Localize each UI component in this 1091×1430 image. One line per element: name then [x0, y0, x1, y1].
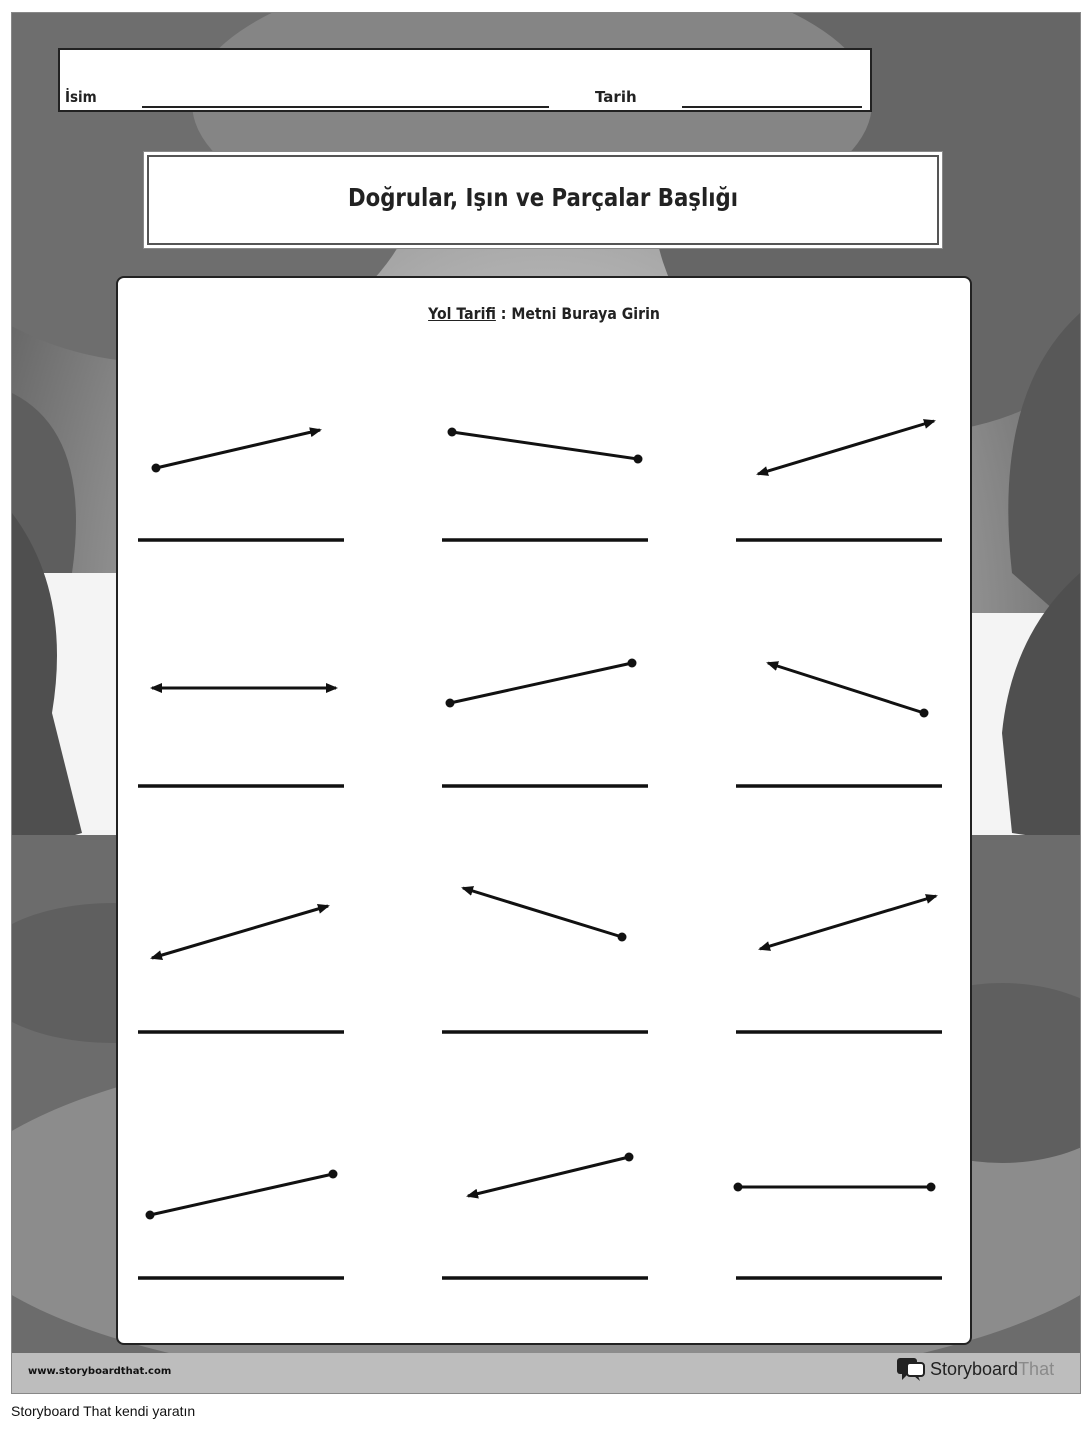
figure-1-start-point [152, 464, 161, 473]
storyboardthat-logo[interactable] [896, 1355, 1054, 1383]
figure-7-stroke [152, 906, 328, 958]
figures-canvas [118, 278, 970, 1343]
footer-url[interactable]: www.storyboardthat.com [28, 1366, 172, 1377]
directions-label: Yol Tarifi [428, 304, 496, 323]
page-title: Doğrular, Işın ve Parçalar Başlığı [347, 183, 739, 212]
figure-11-stroke [468, 1157, 629, 1196]
name-field[interactable] [142, 106, 549, 108]
brand-dark: Storyboard [930, 1358, 1019, 1379]
figure-11-end-point [625, 1153, 634, 1162]
page-caption[interactable]: Storyboard That kendi yaratın [11, 1403, 196, 1419]
directions-separator: : [500, 304, 507, 323]
figure-8-stroke [463, 888, 622, 937]
brand-text [930, 1359, 1054, 1380]
figure-2-start-point [448, 428, 457, 437]
title-banner [147, 155, 939, 245]
figure-2-stroke [452, 432, 638, 459]
figure-5-end-point [628, 659, 637, 668]
figure-10-end-point [329, 1170, 338, 1179]
figure-9-stroke [760, 896, 936, 949]
worksheet [11, 12, 1081, 1394]
directions-text: Metni Buraya Girin [511, 304, 660, 323]
figure-8-end-point [618, 933, 627, 942]
exercise-panel [116, 276, 972, 1345]
figure-6-stroke [768, 663, 924, 713]
figure-6-end-point [920, 709, 929, 718]
figure-3-stroke [758, 421, 934, 474]
name-date-box [58, 48, 872, 112]
speech-bubble-icon [896, 1356, 926, 1382]
brand-light: That [1018, 1358, 1055, 1379]
figure-12-end-point [927, 1183, 936, 1192]
figure-1-stroke [156, 430, 320, 468]
figure-5-start-point [446, 699, 455, 708]
date-label: Tarih [595, 88, 637, 106]
figure-2-end-point [634, 455, 643, 464]
figure-10-start-point [146, 1211, 155, 1220]
figure-10-stroke [150, 1174, 333, 1215]
date-field[interactable] [682, 106, 862, 108]
name-label: İsim [65, 88, 97, 106]
figure-12-start-point [734, 1183, 743, 1192]
figure-5-stroke [450, 663, 632, 703]
